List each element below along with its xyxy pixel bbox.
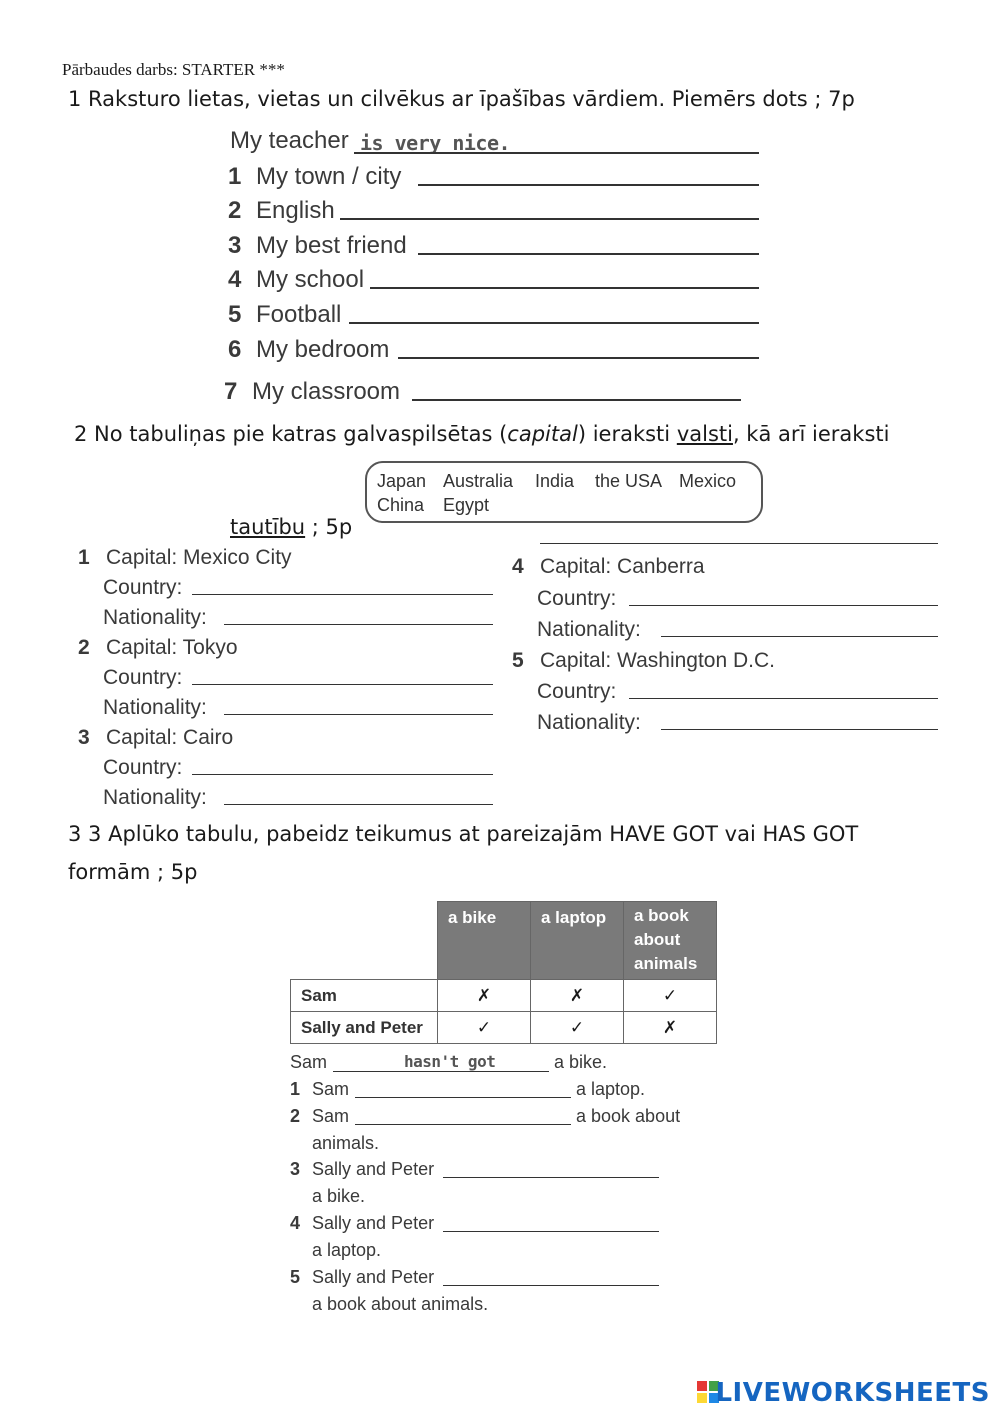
sentence-input-3[interactable]: [443, 1177, 659, 1178]
sentence-input-2[interactable]: [355, 1124, 571, 1125]
country-label: Country:: [103, 756, 183, 779]
exercise1-title: 1 Raksturo lietas, vietas un cilvēkus ar īpašības vārdiem. Piemērs dots ; 7p: [68, 87, 855, 111]
possession-table: [290, 901, 717, 1044]
table-header: a book about animals: [624, 902, 717, 980]
country-label: Country:: [537, 587, 617, 610]
answer-input-7[interactable]: [412, 399, 741, 401]
word-bank-item: Japan: [377, 471, 427, 491]
nationality-label: Nationality:: [537, 618, 641, 641]
exercise1-item: 2 English: [228, 197, 335, 224]
row-label: Sam: [291, 980, 438, 1012]
sentence-item: 5 Sally and Peter: [290, 1267, 435, 1287]
capital-item: 5 Capital: Washington D.C.: [512, 649, 775, 672]
answer-input-2[interactable]: [340, 218, 759, 220]
mark-cell: ✓: [438, 1012, 531, 1044]
country-input-4[interactable]: [629, 605, 938, 606]
liveworksheets-brand: LIVEWORKSHEETS: [715, 1378, 990, 1408]
sentence-continuation: a bike.: [312, 1186, 366, 1206]
sentence-object: a bike.: [554, 1052, 608, 1072]
example-answer: hasn't got: [404, 1052, 496, 1071]
word-bank-item: Mexico: [679, 471, 737, 491]
logo-square: [697, 1381, 707, 1391]
country-input-3[interactable]: [192, 774, 493, 775]
example-line: [333, 1071, 549, 1072]
sentence-input-1[interactable]: [355, 1097, 571, 1098]
nationality-input-4[interactable]: [661, 636, 938, 637]
worksheet-header: Pārbaudes darbs: STARTER ***: [62, 60, 285, 79]
sentence-item: 1 Sam: [290, 1079, 350, 1099]
capital-item: 1 Capital: Mexico City: [78, 546, 292, 569]
nationality-label: Nationality:: [103, 786, 207, 809]
nationality-input-2[interactable]: [224, 714, 493, 715]
table-header: a laptop: [531, 902, 624, 980]
answer-input-5[interactable]: [349, 322, 759, 324]
table-corner: [291, 902, 438, 980]
sentence-item: 2 Sam: [290, 1106, 350, 1126]
exercise1-item: 1 My town / city: [228, 163, 402, 190]
nationality-input-1[interactable]: [224, 624, 493, 625]
mark-cell: ✗: [438, 980, 531, 1012]
sentence-input-4[interactable]: [443, 1231, 659, 1232]
country-label: Country:: [103, 576, 183, 599]
word-bank-item: Egypt: [443, 495, 490, 515]
answer-input-4[interactable]: [370, 287, 759, 289]
word-bank-item: the USA: [595, 471, 663, 491]
exercise1-item: 4 My school: [228, 266, 365, 293]
sentence-continuation: animals.: [312, 1133, 380, 1153]
word-bank-item: Australia: [443, 471, 514, 491]
logo-square: [697, 1393, 707, 1403]
capital-item: 4 Capital: Canberra: [512, 555, 705, 578]
sentence-object: a book about: [576, 1106, 681, 1126]
nationality-input-3[interactable]: [224, 804, 493, 805]
nationality-label: Nationality:: [103, 606, 207, 629]
mark-cell: ✓: [624, 980, 717, 1012]
word-bank-item: India: [535, 471, 575, 491]
sentence-item: 3 Sally and Peter: [290, 1159, 435, 1179]
exercise2-title: 2 No tabuliņas pie katras galvaspilsētas (capital) ieraksti valsti, kā arī ieraksti: [74, 422, 890, 446]
nationality-label: Nationality:: [103, 696, 207, 719]
capital-item: 2 Capital: Tokyo: [78, 636, 238, 659]
sentence-input-5[interactable]: [443, 1285, 659, 1286]
mark-cell: ✓: [531, 1012, 624, 1044]
word-bank-box: [365, 461, 763, 523]
exercise1-item: 6 My bedroom: [228, 336, 390, 363]
answer-input-3[interactable]: [418, 253, 759, 255]
nationality-label: Nationality:: [537, 711, 641, 734]
mark-cell: ✗: [531, 980, 624, 1012]
country-label: Country:: [537, 680, 617, 703]
sentence-object: a laptop.: [576, 1079, 646, 1099]
country-input-2[interactable]: [192, 684, 493, 685]
exercise1-item: 5 Football: [228, 301, 342, 328]
sentence-continuation: a book about animals.: [312, 1294, 489, 1314]
country-input-1[interactable]: [192, 594, 493, 595]
word-bank-item: China: [377, 495, 425, 515]
sentence-continuation: a laptop.: [312, 1240, 382, 1260]
row-label: Sally and Peter: [291, 1012, 438, 1044]
exercise2-title-line2: tautību ; 5p: [230, 515, 353, 539]
nationality-input-5[interactable]: [661, 729, 938, 730]
sentence-subject: Sam: [290, 1052, 328, 1072]
answer-line-top: [540, 543, 938, 544]
example-prompt: My teacher: [230, 127, 349, 154]
answer-input-6[interactable]: [398, 357, 759, 359]
sentence-item: 4 Sally and Peter: [290, 1213, 435, 1233]
answer-input-1[interactable]: [418, 184, 759, 186]
exercise3-title-line2: formām ; 5p: [68, 860, 198, 884]
country-label: Country:: [103, 666, 183, 689]
exercise1-item: 3 My best friend: [228, 232, 407, 259]
example-answer-line: [354, 152, 759, 154]
exercise1-item: 7 My classroom: [224, 378, 401, 405]
table-row: [291, 980, 717, 1012]
mark-cell: ✗: [624, 1012, 717, 1044]
example-answer: is very nice.: [360, 131, 511, 155]
country-input-5[interactable]: [629, 698, 938, 699]
table-header: a bike: [438, 902, 531, 980]
table-row: [291, 1012, 717, 1044]
capital-item: 3 Capital: Cairo: [78, 726, 234, 749]
exercise3-title: 3 3 Aplūko tabulu, pabeidz teikumus at pareizajām HAVE GOT vai HAS GOT: [68, 822, 859, 846]
